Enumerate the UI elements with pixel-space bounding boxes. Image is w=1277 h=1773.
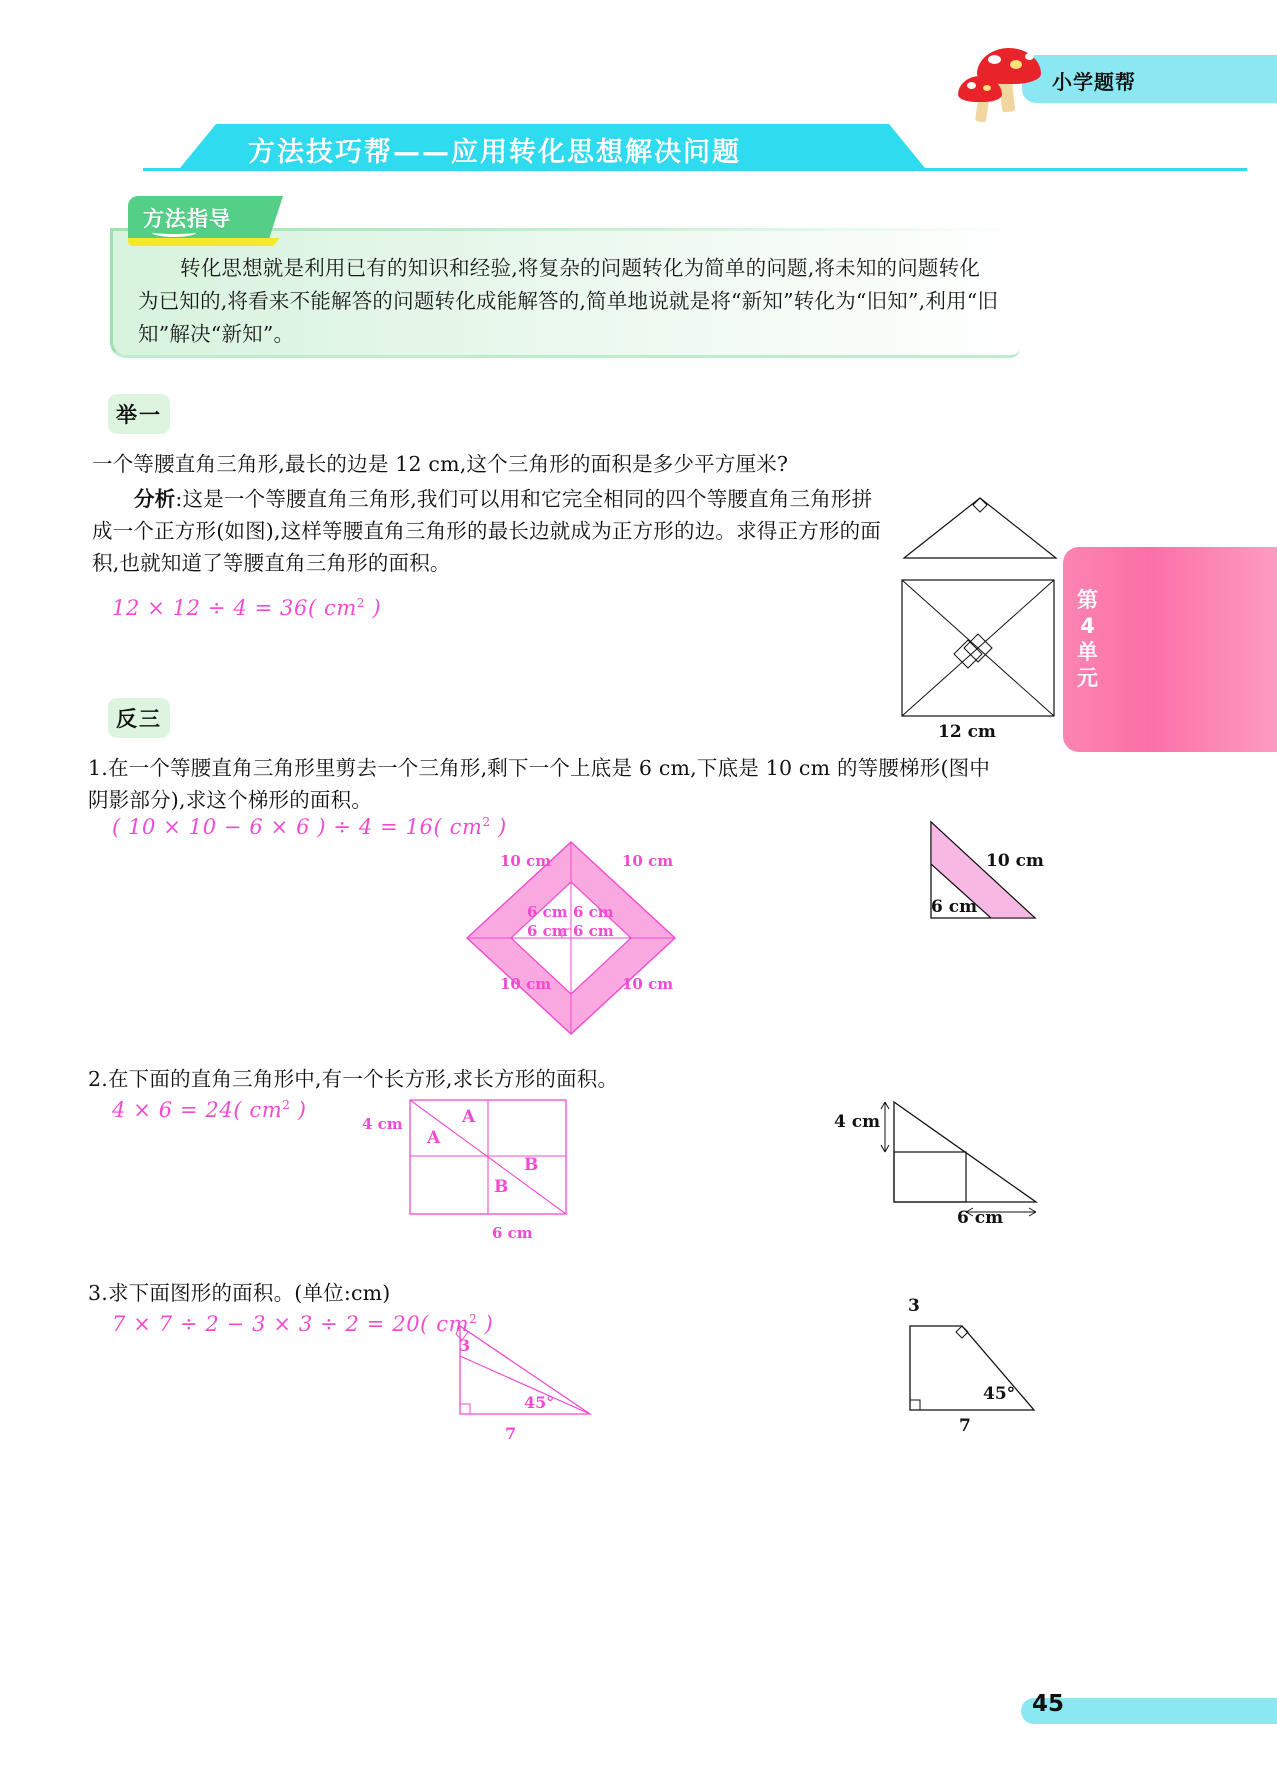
practice-1-label-hyp: 10 cm: [986, 851, 1044, 871]
practice-3-right-label-angle: 45°: [983, 1384, 1016, 1404]
practice-3-right-label-top: 3: [908, 1296, 920, 1316]
practice-2-label-a2: A: [427, 1128, 441, 1148]
practice-item-2-answer-exponent: 2: [282, 1098, 291, 1112]
example-answer-tail: ): [365, 596, 382, 620]
practice-2-right-figure: [876, 1094, 1044, 1224]
practice-2-label-b2: B: [494, 1177, 509, 1197]
unit-side-tab-label: 第4单元: [1077, 588, 1099, 690]
practice-3-label-bottom: 7: [505, 1424, 517, 1443]
practice-item-1-number: 1.: [88, 756, 108, 780]
practice-1-label-outer-bottom-left: 10 cm: [500, 975, 552, 993]
practice-item-3: [88, 1277, 1008, 1309]
practice-item-1: [88, 752, 1008, 816]
practice-1-label-outer-top-right: 10 cm: [622, 852, 674, 870]
practice-2-label-a1: A: [462, 1107, 476, 1127]
section-banner: [180, 124, 925, 172]
practice-item-1-answer-exponent: 2: [482, 815, 491, 829]
practice-item-3-number: 3.: [88, 1281, 108, 1305]
practice-2-label-b1: B: [524, 1155, 539, 1175]
practice-1-label-outer-bottom-right: 10 cm: [622, 975, 674, 993]
example-square-figure: [900, 578, 1056, 718]
practice-item-2-text: 在下面的直角三角形中,有一个长方形,求长方形的面积。: [107, 1067, 619, 1091]
practice-item-3-answer-tail: ): [477, 1312, 494, 1336]
section-label-practice: 反三: [108, 698, 170, 738]
practice-item-2-number: 2.: [88, 1067, 108, 1091]
method-guide-tag-underline: [128, 238, 280, 246]
practice-1-label-leg: 6 cm: [931, 897, 978, 917]
practice-item-3-answer-main: 7 × 7 ÷ 2 − 3 × 3 ÷ 2 = 20( cm: [112, 1312, 470, 1336]
practice-item-1-answer: [112, 815, 507, 839]
practice-2-label-height: 4 cm: [362, 1115, 403, 1133]
practice-3-label-angle: 45°: [524, 1393, 555, 1412]
header-brand-label: 小学题帮: [1052, 70, 1136, 94]
example-triangle-figure: [900, 492, 1060, 562]
practice-1-label-inner-upper-right: 6 cm: [573, 903, 614, 921]
practice-1-label-inner-lower-left: 6 cm: [527, 922, 568, 940]
method-guide-text: 转化思想就是利用已有的知识和经验,将复杂的问题转化为简单的问题,将未知的问题转化为已知的,将看来不能解答的问题转化成能解答的,简单地说就是将“新知”转化为“旧知”,利用“旧知”解决“新知”。: [138, 256, 999, 346]
example-analysis-body: :这是一个等腰直角三角形,我们可以用和它完全相同的四个等腰直角三角形拼成一个正方形(如图),这样等腰直角三角形的最长边就成为正方形的边。求得正方形的面积,也就知道了等腰直角三角形的面积。: [92, 487, 882, 575]
practice-1-label-inner-lower-right: 6 cm: [573, 922, 614, 940]
practice-item-1-text: 在一个等腰直角三角形里剪去一个三角形,剩下一个上底是 6 cm,下底是 10 cm 的等腰梯形(图中阴影部分),求这个梯形的面积。: [88, 756, 991, 812]
practice-3-label-top: 3: [459, 1336, 471, 1355]
example-analysis-label: 分析: [134, 487, 176, 511]
practice-1-label-inner-upper-left: 6 cm: [527, 903, 568, 921]
practice-2-right-label-base: 6 cm: [957, 1208, 1004, 1228]
example-analysis: [92, 483, 892, 579]
method-guide-tag-label: 方法指导: [143, 207, 231, 231]
practice-2-right-label-height: 4 cm: [834, 1112, 881, 1132]
example-answer-exponent: 2: [356, 596, 366, 610]
example-answer: [112, 596, 381, 620]
method-guide-swoosh-icon: [152, 228, 196, 237]
practice-item-3-answer: [112, 1312, 493, 1336]
mushroom-icon: [940, 40, 1070, 112]
practice-1-label-outer-top-left: 10 cm: [500, 852, 552, 870]
banner-underline: [143, 168, 1247, 171]
practice-item-3-text: 求下面图形的面积。(单位:cm): [107, 1281, 391, 1305]
practice-3-right-figure: [896, 1312, 1046, 1432]
example-question: 一个等腰直角三角形,最长的边是 12 cm,这个三角形的面积是多少平方厘米?: [92, 452, 789, 476]
practice-2-rectangle-figure: [408, 1098, 568, 1216]
practice-item-2-answer: [112, 1098, 307, 1122]
banner-title: 方法技巧帮——应用转化思想解决问题: [248, 137, 741, 168]
practice-2-label-base: 6 cm: [492, 1224, 533, 1242]
practice-item-3-answer-exponent: 2: [469, 1312, 478, 1326]
example-figure-label: 12 cm: [938, 722, 996, 742]
example-answer-main: 12 × 12 ÷ 4 = 36( cm: [112, 596, 357, 620]
practice-item-1-answer-tail: ): [490, 815, 507, 839]
practice-3-right-label-bottom: 7: [959, 1416, 971, 1436]
page-number: 45: [1031, 1691, 1064, 1717]
practice-item-2-answer-tail: ): [290, 1098, 307, 1122]
section-label-example: 举一: [108, 394, 170, 434]
practice-item-2: [88, 1063, 1008, 1095]
practice-item-1-answer-main: ( 10 × 10 − 6 × 6 ) ÷ 4 = 16( cm: [112, 815, 483, 839]
practice-item-2-answer-main: 4 × 6 = 24( cm: [112, 1098, 283, 1122]
